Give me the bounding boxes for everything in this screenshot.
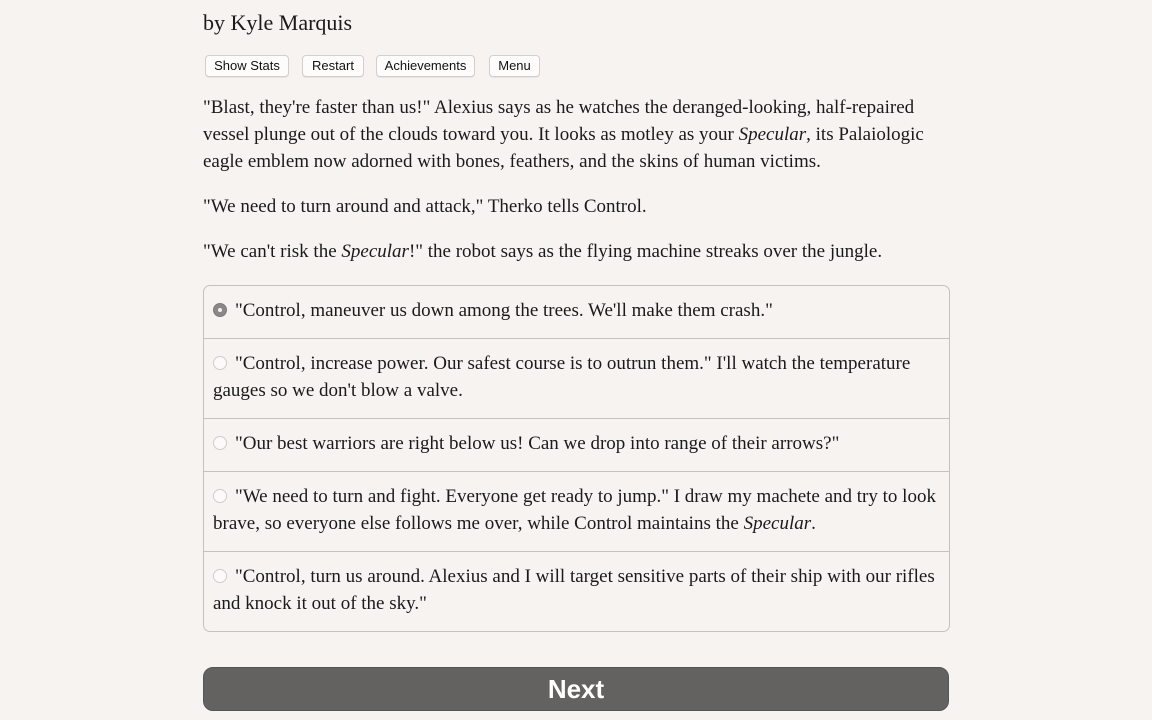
- choice-option-4[interactable]: [204, 471, 949, 551]
- choice-label: "We need to turn and fight. Everyone get ready to jump." I draw my machete and try to look brave, so everyone else follows me over, while Control maintains the: [213, 486, 936, 534]
- menu-button[interactable]: Menu: [489, 55, 540, 77]
- radio-unselected-icon[interactable]: [213, 489, 227, 503]
- show-stats-button[interactable]: Show Stats: [205, 55, 289, 77]
- choice-label: "Control, maneuver us down among the trees. We'll make them crash.": [235, 300, 773, 321]
- story-text: "We can't risk the: [203, 241, 342, 262]
- choice-label: "Control, turn us around. Alexius and I will target sensitive parts of their ship with our rifles and knock it out of the sky.": [213, 566, 935, 614]
- ship-name-emphasis: Specular: [738, 124, 807, 145]
- choice-list: [203, 285, 950, 632]
- ship-name-emphasis: Specular: [341, 241, 409, 262]
- choice-option-3[interactable]: [204, 418, 949, 471]
- choice-option-5[interactable]: [204, 551, 949, 631]
- choice-label: "Control, increase power. Our safest course is to outrun them." I'll watch the temperature gauges so we don't blow a valve.: [213, 353, 911, 401]
- story-paragraph-1: [203, 94, 949, 175]
- story-paragraph-2: "We need to turn around and attack," Therko tells Control.: [203, 196, 647, 217]
- choice-label-tail: .: [811, 513, 816, 534]
- choice-option-1[interactable]: [204, 286, 949, 338]
- story-text: "Blast, they're faster than us!" Alexius says as he watches the deranged-looking, half-repaired vessel plunge out of the clouds toward you. It looks as motley as your: [203, 97, 915, 145]
- radio-unselected-icon[interactable]: [213, 436, 227, 450]
- next-button[interactable]: Next: [203, 667, 949, 711]
- choice-label: "Our best warriors are right below us! Can we drop into range of their arrows?": [235, 433, 840, 454]
- author-byline: by Kyle Marquis: [203, 10, 353, 35]
- achievements-button[interactable]: Achievements: [376, 55, 475, 77]
- ship-name-emphasis: Specular: [743, 513, 812, 534]
- radio-selected-icon[interactable]: [213, 303, 227, 317]
- radio-unselected-icon[interactable]: [213, 356, 227, 370]
- choice-option-2[interactable]: [204, 338, 949, 418]
- radio-unselected-icon[interactable]: [213, 569, 227, 583]
- restart-button[interactable]: Restart: [302, 55, 364, 77]
- story-text: , its Palaiologic eagle emblem now adorned with bones, feathers, and the skins of human victims.: [203, 124, 924, 172]
- story-text: !" the robot says as the flying machine streaks over the jungle.: [408, 241, 883, 262]
- story-paragraph-3: [203, 238, 949, 265]
